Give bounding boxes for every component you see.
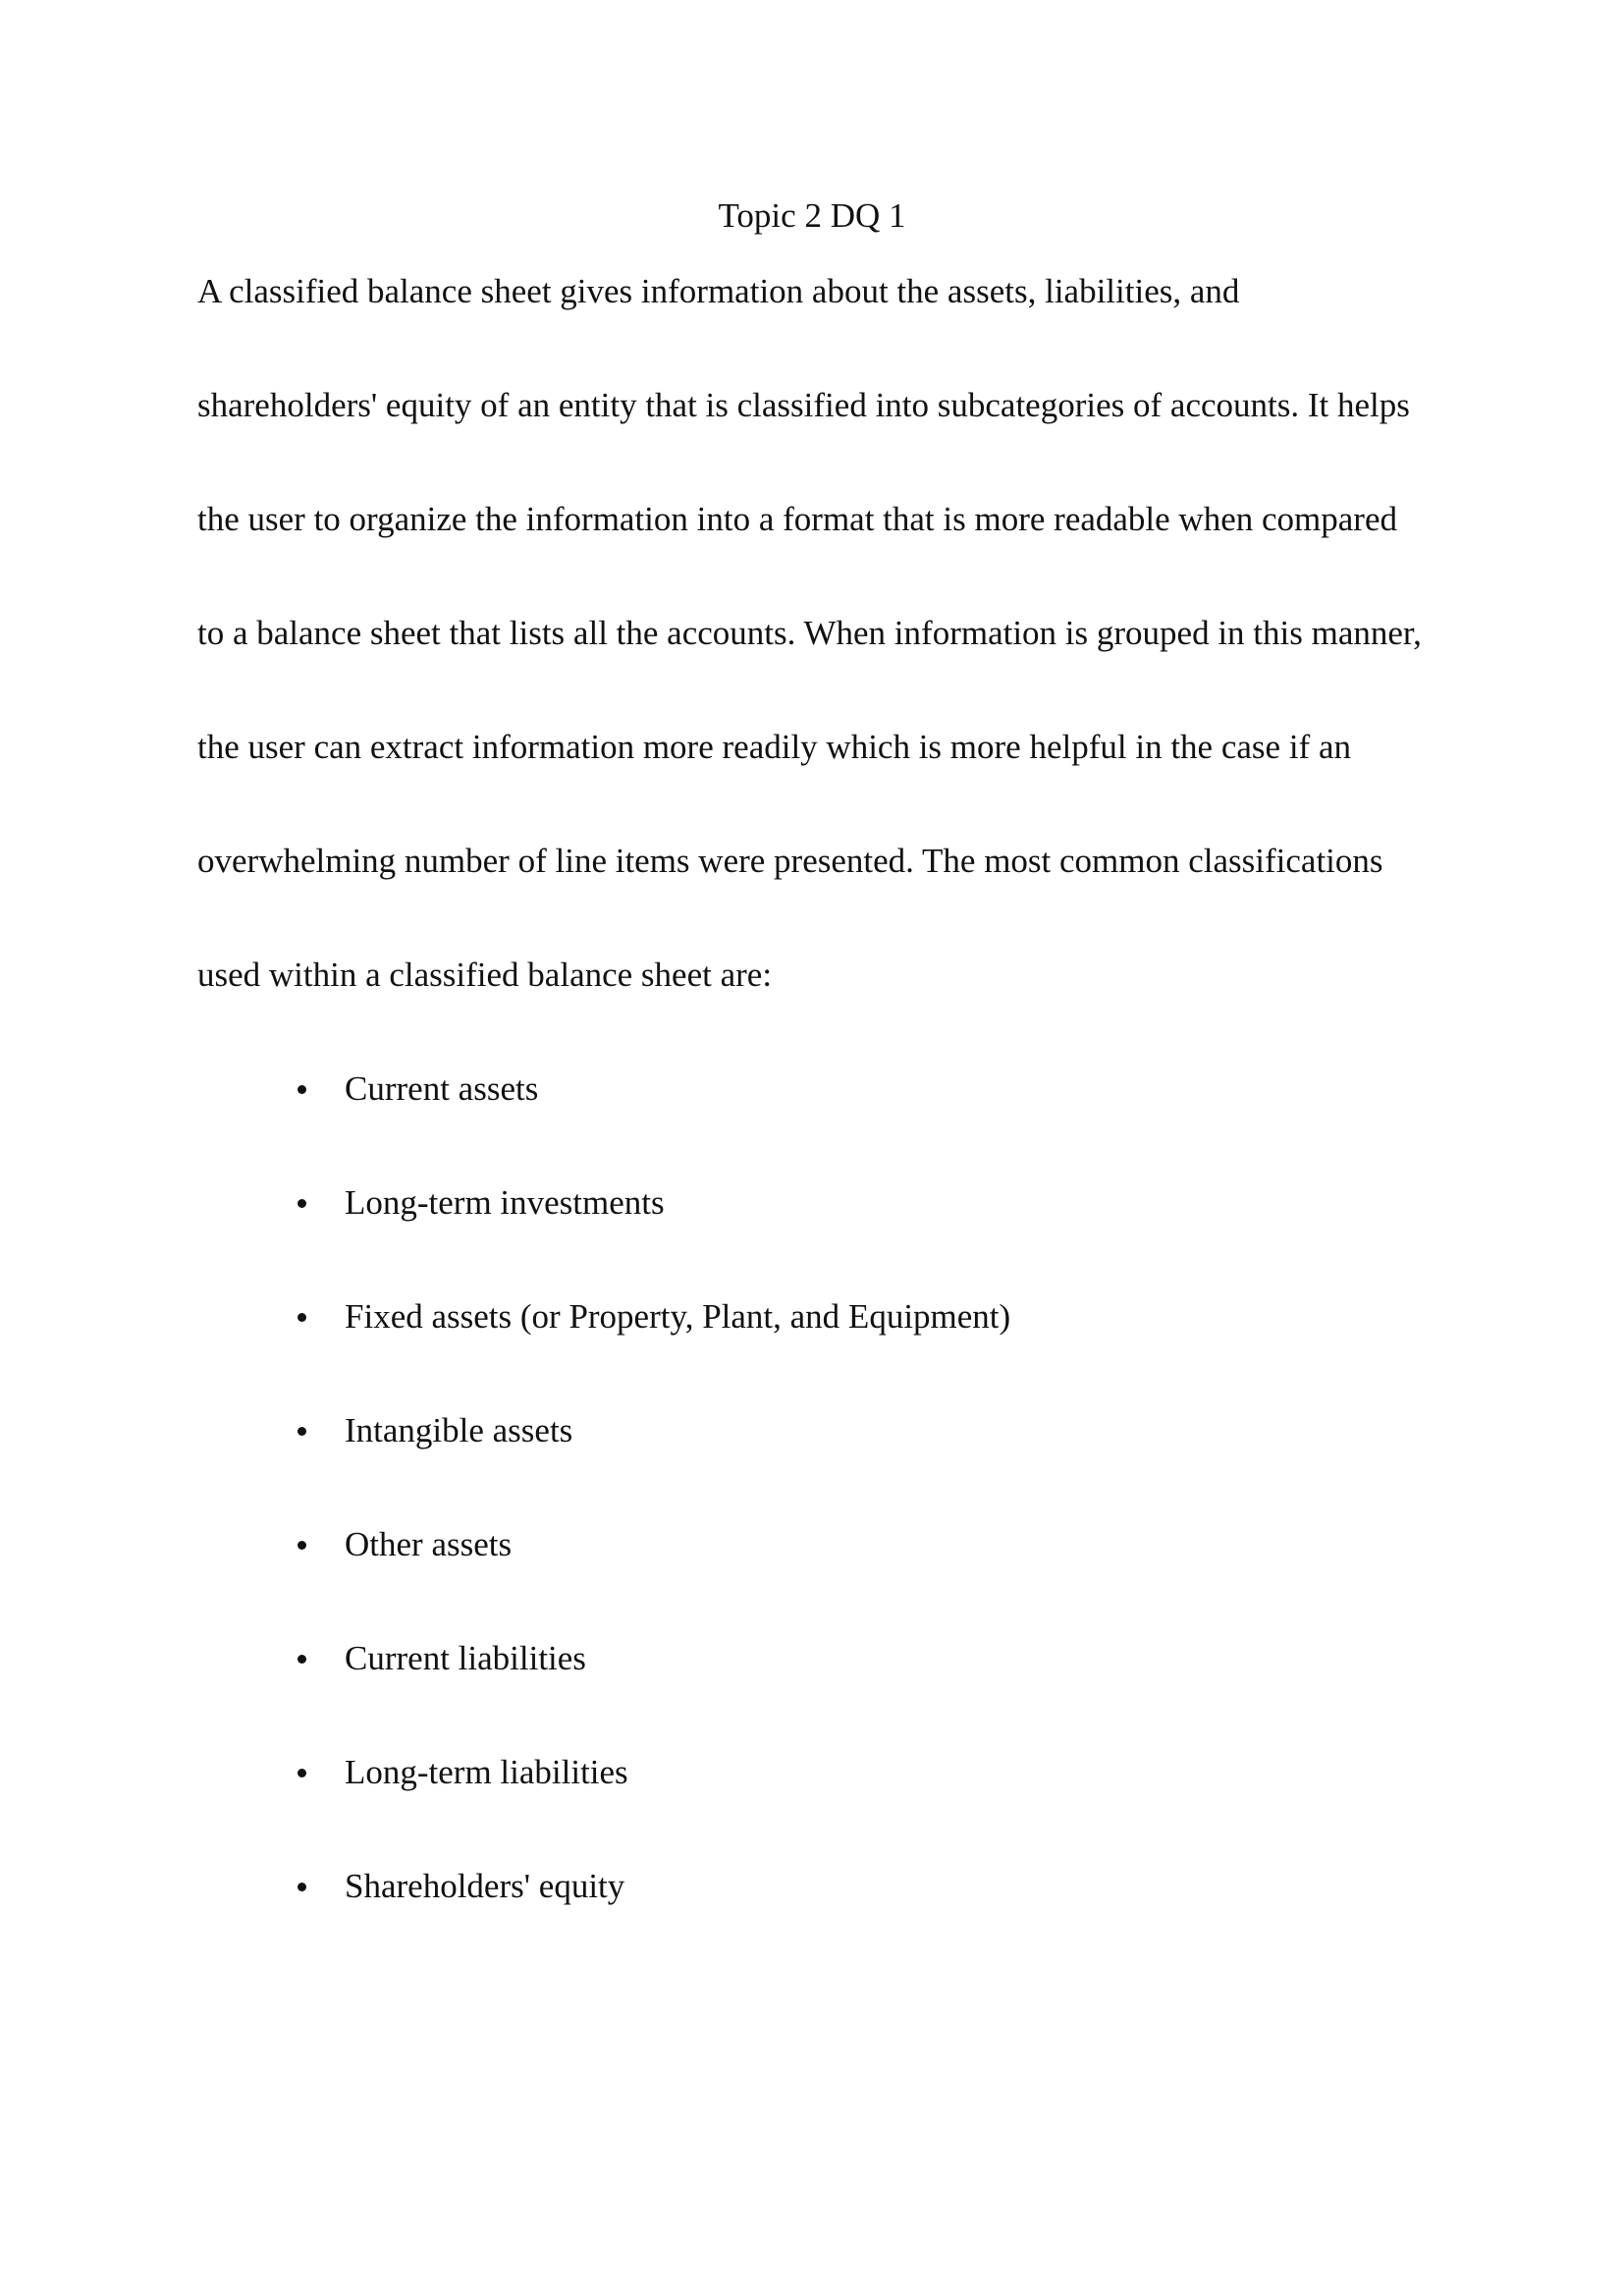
bullet-icon [298,1427,306,1436]
list-item-text: Long-term investments [345,1183,665,1222]
bullet-icon [298,1655,306,1664]
list-item-text: Shareholders' equity [345,1867,625,1905]
bullet-icon [298,1883,306,1891]
bullet-icon [298,1085,306,1094]
paragraph-line: A classified balance sheet gives information about the assets, liabilities, and [197,272,1240,310]
list-item-text: Long-term liabilities [345,1753,628,1791]
list-item-text: Other assets [345,1525,513,1563]
paragraph-line: used within a classified balance sheet are: [197,956,773,994]
bullet-icon [298,1199,306,1208]
bullet-icon [298,1541,306,1550]
bullet-icon [298,1313,306,1322]
list-item-text: Current assets [345,1069,539,1108]
paragraph-line: to a balance sheet that lists all the accounts. When information is grouped in this manner, [197,614,1422,652]
document-title: Topic 2 DQ 1 [718,196,906,235]
list-item-text: Fixed assets (or Property, Plant, and Equipment) [345,1297,1011,1336]
paragraph-line: the user to organize the information into a format that is more readable when compared [197,500,1397,538]
paragraph-line: the user can extract information more readily which is more helpful in the case if an [197,728,1351,766]
list-item-text: Current liabilities [345,1639,586,1677]
list-item-text: Intangible assets [345,1411,573,1449]
bullet-icon [298,1769,306,1777]
paragraph-line: overwhelming number of line items were presented. The most common classifications [197,842,1383,880]
paragraph-line: shareholders' equity of an entity that is classified into subcategories of accounts. It helps [197,386,1410,424]
